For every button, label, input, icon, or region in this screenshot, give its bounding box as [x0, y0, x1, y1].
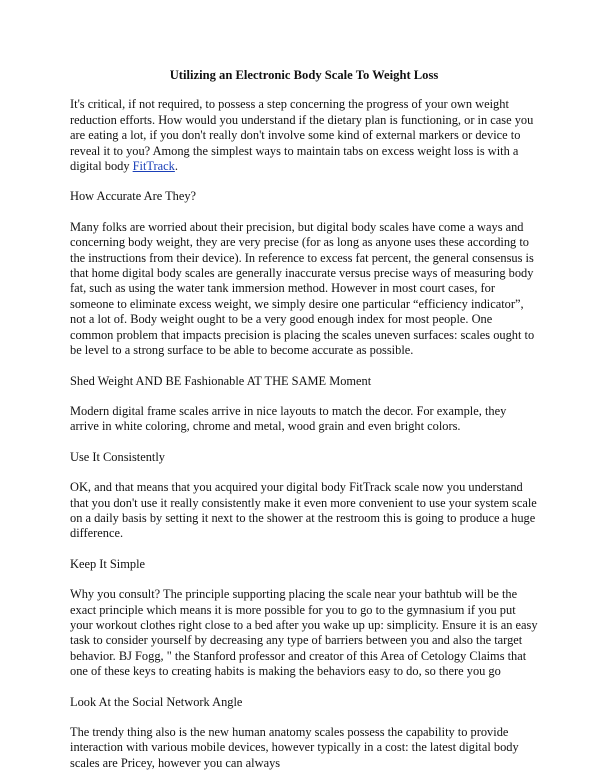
intro-paragraph: [70, 97, 538, 174]
section-heading-fashionable: Shed Weight AND BE Fashionable AT THE SAME Moment: [70, 373, 372, 388]
section-paragraph-accuracy: Many folks are worried about their precision, but digital body scales have come a ways and concerning body weight, they are very precise (for as long as anyone uses these according to the instructions from their device). In reference to excess fat percent, the general consensus is that home digital body scales are generally inaccurate versus precise ways of measuring body fat, such as using the water tank immersion method. However in most court cases, for someone to eliminate excess weight, we simply desire one particular “efficiency indicator”, not a lot of. Body weight ought to be a very good enough index for most people. One common problem that impacts precision is placing the scales uneven surfaces: scales ought to be level to a strong surface to be able to become accurate as possible.: [70, 219, 535, 358]
section-paragraph-consistently: OK, and that means that you acquired your digital body FitTrack scale now you understand that you don't use it really consistently make it even more convenient to use your system scale on a daily basis by setting it next to the shower at the restroom this is going to produce a huge difference.: [70, 480, 537, 541]
section-heading-social: Look At the Social Network Angle: [70, 694, 243, 709]
section-paragraph-social: The trendy thing also is the new human anatomy scales possess the capability to provide interaction with various mobile devices, however typically in a cost: the latest digital body scales are Pricey, however you can always: [70, 725, 519, 770]
section-heading-consistently: Use It Consistently: [70, 449, 165, 464]
section-paragraph-fashionable: Modern digital frame scales arrive in nice layouts to match the decor. For example, they arrive in white coloring, chrome and metal, wood grain and even bright colors.: [70, 403, 507, 434]
fittrack-link[interactable]: FitTrack: [132, 159, 175, 174]
document-title: Utilizing an Electronic Body Scale To Weight Loss: [169, 68, 439, 82]
section-heading-accuracy: How Accurate Are They?: [70, 189, 197, 204]
section-heading-simple: Keep It Simple: [70, 556, 146, 571]
intro-text: It's critical, if not required, to possess a step concerning the progress of your own weight reduction efforts. How would you understand if the dietary plan is functioning, or in case you are eating a lot, if you don't really don't involve some kind of external markers or device to reveal it to you? Among the simplest ways to maintain tabs on excess weight loss is with a digital body: [70, 97, 534, 174]
section-paragraph-simple: Why you consult? The principle supporting placing the scale near your bathtub will be the exact principle which means it is more possible for you to go to the gymnasium if you put your workout clothes right close to a bed after you wake up up: simplicity. Ensure it is an easy task to consider yourself by decreasing any type of barriers between you and also the target behavior. BJ Fogg, " the Stanford professor and creator of this Area of Cetology Claims that one of these keys to creating habits is making the behaviors easy to do, so there you go: [70, 587, 538, 679]
intro-end: .: [174, 159, 178, 174]
